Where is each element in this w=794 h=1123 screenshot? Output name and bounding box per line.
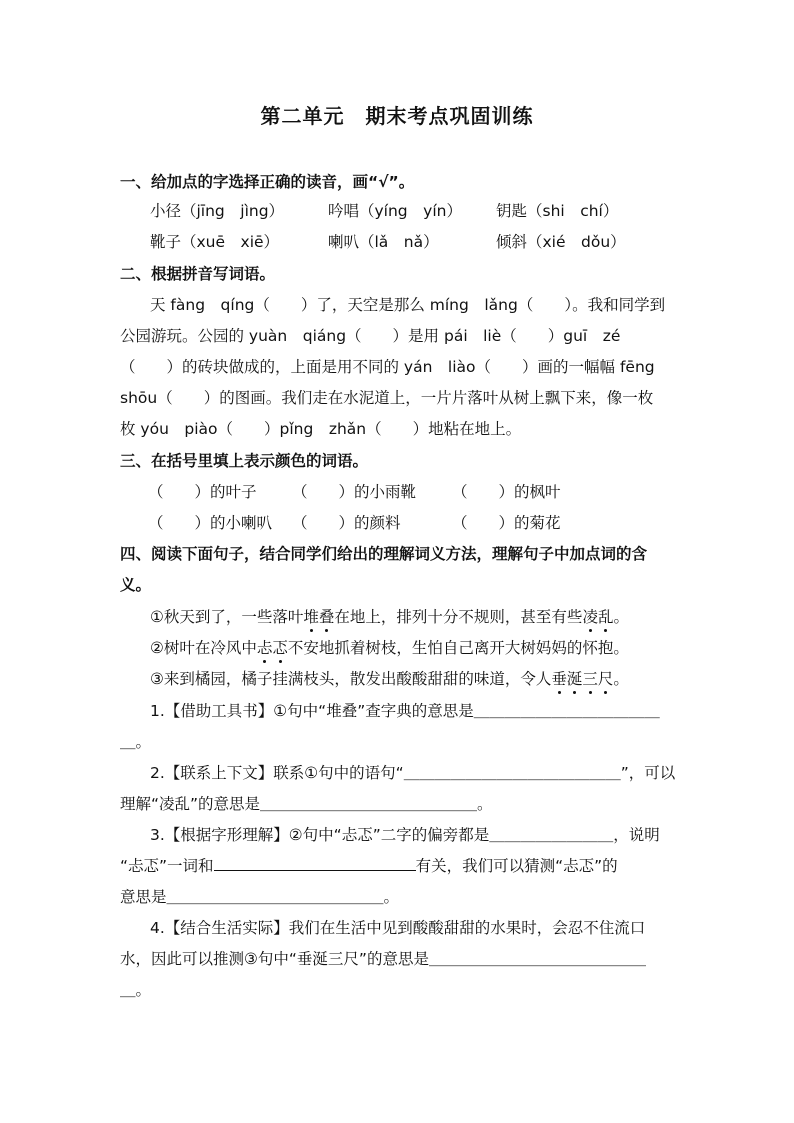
passage-line: shōu（ ）的图画。我们走在水泥道上，一片片落叶从树上飘下来，像一枚 [120,389,654,407]
pinyin-choice-item: 倾斜（xié dǒu） [496,233,626,251]
emphasized-word: 垂涎三尺 [551,670,613,688]
color-fill-item: （ ）的小雨靴 [292,483,417,501]
section4-heading-cont: 义。 [120,576,152,594]
pinyin-choice-item: 吟唱（yíng yín） [328,202,462,220]
question-3-cont2: 意思是＿＿＿＿＿＿＿＿＿＿＿＿＿＿。 [120,888,400,906]
question-1: 1.【借助工具书】①句中“堆叠”查字典的意思是＿＿＿＿＿＿＿＿＿＿＿＿ [150,702,660,720]
passage-line: 枚 yóu piào（ ）pǐng zhǎn（ ）地粘在地上。 [120,420,522,438]
section1-heading: 一、给加点的字选择正确的读音，画“√”。 [120,173,415,191]
section2-heading: 二、根据拼音写词语。 [120,265,276,283]
section3-heading: 三、在括号里填上表示颜色的词语。 [120,452,369,470]
color-fill-item: （ ）的叶子 [148,483,257,501]
question-1-cont: ＿。 [120,733,152,751]
page-title: 第二单元 期末考点巩固训练 [260,104,534,128]
pinyin-choice-item: 喇叭（lǎ nǎ） [328,233,439,251]
section4-heading: 四、阅读下面句子，结合同学们给出的理解词义方法，理解句子中加点词的含 [120,545,648,563]
emphasized-word: 忐忑 [257,639,288,657]
passage-line: 公园游玩。公园的 yuàn qiáng（ ）是用 pái liè（ ）guī zé [120,327,621,345]
passage-line: （ ）的砖块做成的，上面是用不同的 yán liào（ ）画的一幅幅 fēng [120,358,655,376]
color-fill-item: （ ）的枫叶 [452,483,561,501]
color-fill-item: （ ）的颜料 [292,514,401,532]
question-2-cont: 理解“凌乱”的意思是＿＿＿＿＿＿＿＿＿＿＿＿＿＿。 [120,795,493,813]
emphasized-word: 凌乱 [582,608,613,626]
question-3-cont: “忐忑”一词和 有关，我们可以猜测“忐忑”的 [120,857,618,875]
question-3: 3.【根据字形理解】②句中“忐忑”二字的偏旁都是＿＿＿＿＿＿＿＿，说明 [150,826,660,844]
question-4: 4.【结合生活实际】我们在生活中见到酸酸甜甜的水果时，会忍不住流口 [150,919,646,937]
pinyin-choice-item: 靴子（xuē xiē） [150,233,280,251]
question-4-cont2: ＿。 [120,981,152,999]
color-fill-item: （ ）的小喇叭 [148,514,273,532]
question-4-cont: 水，因此可以推测③句中“垂涎三尺”的意思是＿＿＿＿＿＿＿＿＿＿＿＿＿＿ [120,950,646,968]
pinyin-choice-item: 小径（jīng jìng） [150,202,285,220]
sentence-3: ③来到橘园，橘子挂满枝头，散发出酸酸甜甜的味道，令人垂涎三尺 。 [150,669,629,689]
sentence-1: ①秋天到了，一些落叶堆叠 在地上，排列十分不规则，甚至有些凌乱 。 [150,607,629,627]
emphasized-word: 堆叠 [303,608,334,626]
sentence-2: ②树叶在冷风中忐忑 不安地抓着树枝，生怕自己离开大树妈妈的怀抱。 [150,638,629,658]
answer-blank[interactable] [214,856,416,871]
question-2: 2.【联系上下文】联系①句中的语句“＿＿＿＿＿＿＿＿＿＿＿＿＿＿”，可以 [150,764,676,782]
color-fill-item: （ ）的菊花 [452,514,561,532]
pinyin-choice-item: 钥匙（shi chí） [496,202,619,220]
passage-line: 天 fàng qíng（ ）了，天空是那么 míng lǎng（ ）。我和同学到 [150,296,666,314]
